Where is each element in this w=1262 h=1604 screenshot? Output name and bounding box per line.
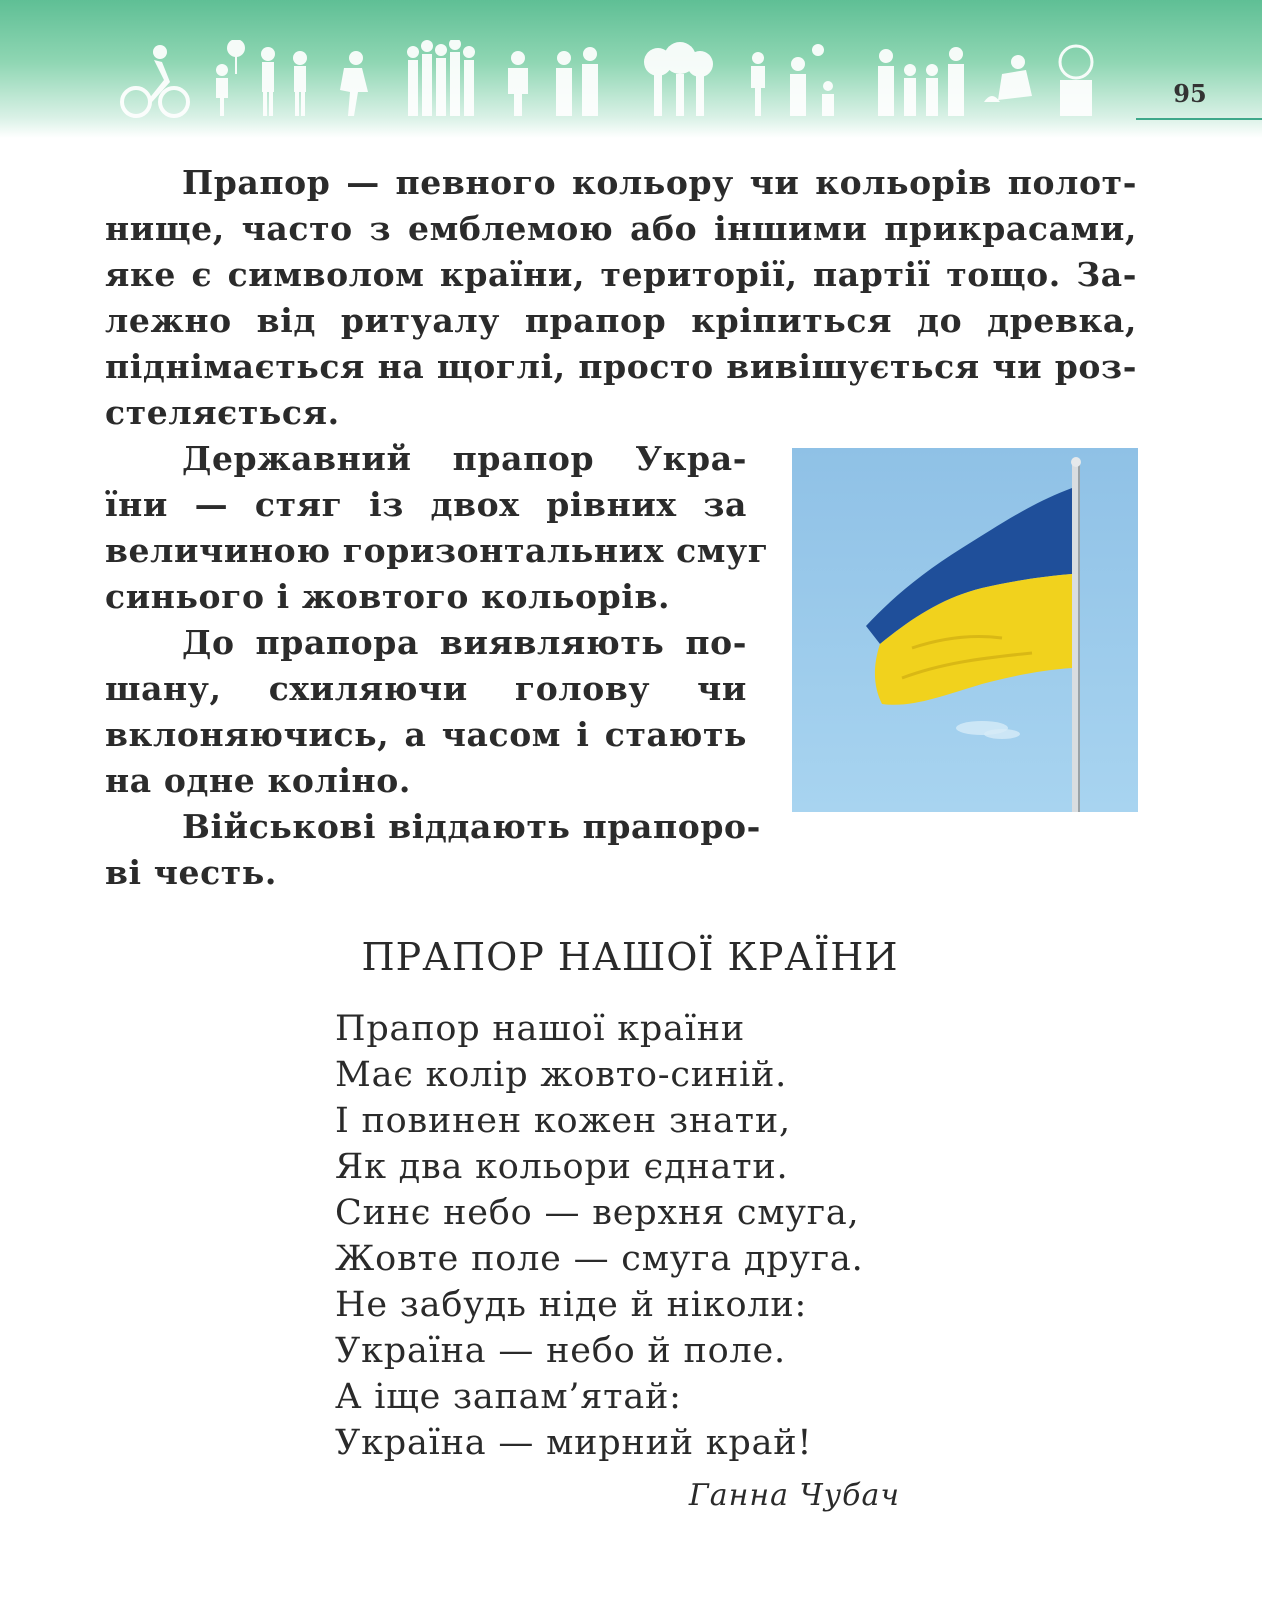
page-number-rule	[1136, 118, 1262, 120]
poem-line: Україна — мирний край!	[335, 1423, 813, 1463]
text-line: До прапора виявляють по-	[182, 623, 747, 662]
people-activities-silhouettes-icon	[118, 40, 1098, 118]
text-line: лежно від ритуалу прапор кріпиться до древка,	[105, 301, 1137, 340]
poem-line: Не забудь ніде й ніколи:	[335, 1285, 808, 1325]
text-line: вклоняючись, а часом і стають	[105, 715, 747, 754]
poem-line: Як два кольори єднати.	[335, 1147, 789, 1187]
text-line: піднімається на щоглі, просто вивішується чи роз-	[105, 347, 1137, 386]
page-number: 95	[1173, 79, 1207, 108]
text-line: нище, часто з емблемою або іншими прикрасами,	[105, 209, 1137, 248]
respect-paragraph	[105, 620, 747, 804]
poem-line: Жовте поле — смуга друга.	[335, 1239, 864, 1279]
intro-paragraph	[105, 160, 1137, 436]
text-line: синього і жовтого кольорів.	[105, 577, 671, 616]
text-line: стеляється.	[105, 393, 340, 432]
ukrainian-flag-photo	[792, 448, 1138, 812]
poem-line: Синє небо — верхня смуга,	[335, 1193, 860, 1233]
state-flag-paragraph	[105, 436, 769, 620]
poem-line: Має колір жовто-синій.	[335, 1055, 788, 1095]
text-line: ві честь.	[105, 853, 277, 892]
poem-line: А іще запам’ятай:	[335, 1377, 682, 1417]
poem-line: І повинен кожен знати,	[335, 1101, 791, 1141]
text-line: їни — стяг із двох рівних за	[105, 485, 747, 524]
text-line: величиною горизонтальних смуг	[105, 531, 769, 570]
poem-author: Ганна Чубач	[688, 1478, 900, 1513]
text-line: на одне коліно.	[105, 761, 411, 800]
poem-body	[335, 1006, 975, 1466]
poem-title: ПРАПОР НАШОЇ КРАЇНИ	[361, 935, 899, 979]
poem-line: Прапор нашої країни	[335, 1009, 746, 1049]
text-line: шану, схиляючи голову чи	[105, 669, 747, 708]
text-line: Прапор — певного кольору чи кольорів полот-	[182, 163, 1137, 202]
military-paragraph	[105, 804, 761, 896]
text-line: яке є символом країни, території, партії тощо. За-	[105, 255, 1137, 294]
text-line: Військові віддають прапоро-	[182, 807, 761, 846]
text-line: Державний прапор Укра-	[182, 439, 747, 478]
poem-line: Україна — небо й поле.	[335, 1331, 786, 1371]
page-header-band	[0, 0, 1262, 138]
